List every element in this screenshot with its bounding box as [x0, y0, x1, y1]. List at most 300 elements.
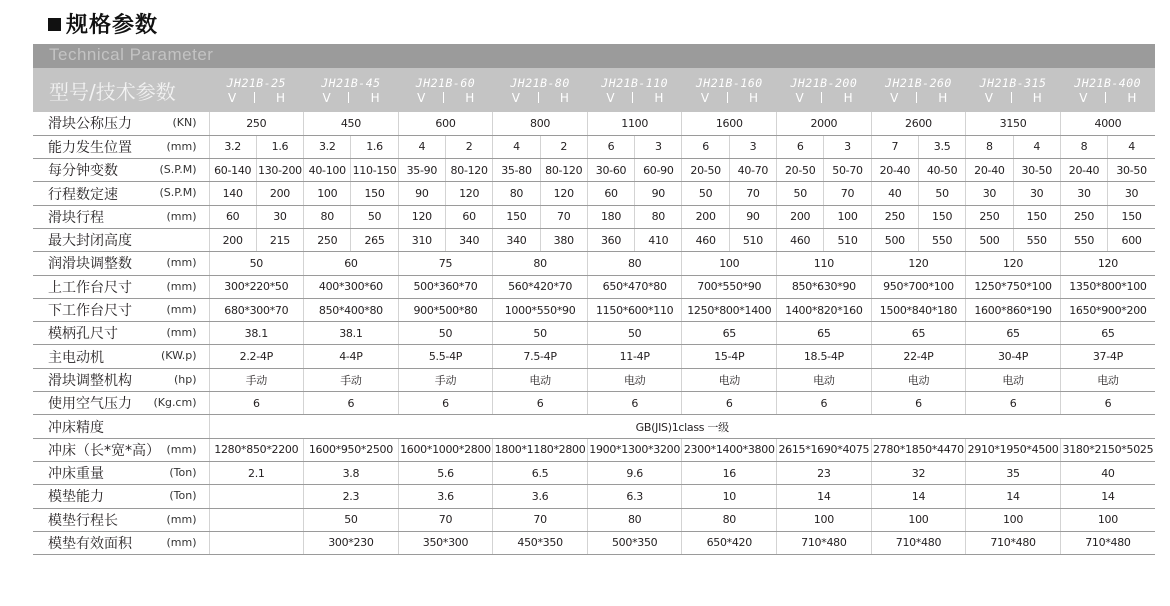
table-cell: 1250*800*1400: [682, 298, 777, 321]
model-header: [587, 68, 682, 112]
table-cell: 电动: [682, 368, 777, 391]
table-cell: 150: [351, 182, 398, 205]
h-label: H: [843, 90, 853, 105]
table-row: [33, 345, 1155, 368]
table-cell: 30-50: [1108, 159, 1155, 182]
table-cell: 20-40: [1060, 159, 1107, 182]
table-cell: [209, 508, 304, 531]
table-cell: 900*500*80: [398, 298, 493, 321]
table-cell: 35-90: [398, 159, 445, 182]
vh-subheader: [966, 91, 1061, 105]
table-cell: 510: [729, 228, 776, 251]
table-cell: 300*220*50: [209, 275, 304, 298]
table-cell: GB(JIS)1class 一级: [209, 415, 1155, 438]
table-cell: 100: [824, 205, 871, 228]
table-cell: 30-60: [587, 159, 634, 182]
table-cell: 80: [635, 205, 682, 228]
table-cell: 70: [824, 182, 871, 205]
table-cell: 40-70: [729, 159, 776, 182]
table-cell: 460: [777, 228, 824, 251]
table-cell: 30-50: [1013, 159, 1060, 182]
table-cell: 65: [777, 322, 872, 345]
table-cell: 3.2: [209, 135, 256, 158]
table-cell: 200: [682, 205, 729, 228]
table-cell: 6: [398, 392, 493, 415]
table-cell: 6: [682, 392, 777, 415]
table-cell: 410: [635, 228, 682, 251]
model-header: [398, 68, 493, 112]
v-label: V: [606, 90, 615, 105]
row-label-text: 使用空气压力: [48, 396, 132, 413]
table-cell: 3: [824, 135, 871, 158]
v-label: V: [322, 90, 331, 105]
table-cell: 6: [587, 135, 634, 158]
v-label: V: [417, 90, 426, 105]
table-row: [33, 438, 1155, 461]
table-cell: 450: [304, 112, 399, 135]
model-name: JH21B-25: [226, 75, 286, 90]
table-cell: 1400*820*160: [777, 298, 872, 321]
table-row: [33, 135, 1155, 158]
table-cell: 2.1: [209, 461, 304, 484]
table-cell: 电动: [871, 368, 966, 391]
banner-text: Technical Parameter: [49, 45, 214, 64]
table-cell: 1150*600*110: [587, 298, 682, 321]
table-cell: 35: [966, 461, 1061, 484]
h-label: H: [654, 90, 664, 105]
table-cell: 2300*1400*3800: [682, 438, 777, 461]
vh-subheader: [304, 91, 399, 105]
table-cell: 80-120: [445, 159, 492, 182]
square-bullet-icon: [48, 18, 61, 31]
row-unit: (S.P.M): [159, 163, 197, 177]
table-cell: 650*420: [682, 531, 777, 554]
table-cell: 70: [493, 508, 588, 531]
h-label: H: [749, 90, 759, 105]
table-cell: 22-4P: [871, 345, 966, 368]
table-cell: 37-4P: [1060, 345, 1155, 368]
table-cell: 460: [682, 228, 729, 251]
table-row: [33, 461, 1155, 484]
table-cell: 10: [682, 485, 777, 508]
table-cell: 80: [587, 252, 682, 275]
row-label-text: 冲床重量: [48, 466, 104, 483]
table-row: [33, 298, 1155, 321]
table-cell: 150: [1013, 205, 1060, 228]
table-cell: 15-4P: [682, 345, 777, 368]
technical-parameter-banner: [33, 44, 1155, 68]
table-cell: 1600*1000*2800: [398, 438, 493, 461]
row-label-text: 滑块公称压力: [48, 116, 132, 133]
vh-subheader: [1060, 91, 1155, 105]
table-cell: 20-40: [966, 159, 1013, 182]
table-cell: 6.5: [493, 461, 588, 484]
table-cell: 14: [871, 485, 966, 508]
table-cell: 65: [966, 322, 1061, 345]
table-cell: 50: [304, 508, 399, 531]
section-title-text: 规格参数: [66, 13, 159, 38]
table-cell: 6: [777, 135, 824, 158]
table-cell: 35-80: [493, 159, 540, 182]
table-cell: 850*630*90: [777, 275, 872, 298]
table-cell: 100: [682, 252, 777, 275]
table-cell: 38.1: [304, 322, 399, 345]
table-cell: 120: [1060, 252, 1155, 275]
table-cell: 550: [1013, 228, 1060, 251]
v-label: V: [700, 90, 710, 105]
table-cell: 2.2-4P: [209, 345, 304, 368]
row-label-text: 滑块调整机构: [48, 372, 132, 389]
table-cell: 4: [493, 135, 540, 158]
section-title: [48, 8, 158, 39]
table-row: [33, 275, 1155, 298]
table-cell: 6: [777, 392, 872, 415]
table-cell: 6.3: [587, 485, 682, 508]
table-cell: 80: [587, 508, 682, 531]
table-cell: 7: [871, 135, 918, 158]
table-cell: 360: [587, 228, 634, 251]
table-cell: 50: [351, 205, 398, 228]
table-cell: 6: [587, 392, 682, 415]
table-cell: 20-50: [777, 159, 824, 182]
model-header: [1060, 68, 1155, 112]
row-unit: (KN): [172, 116, 197, 129]
row-label-text: 模垫行程长: [48, 512, 118, 529]
table-cell: 80: [682, 508, 777, 531]
table-cell: 950*700*100: [871, 275, 966, 298]
table-cell: 30: [966, 182, 1013, 205]
table-cell: 150: [1108, 205, 1155, 228]
table-cell: 40: [871, 182, 918, 205]
row-label: [33, 368, 209, 391]
table-cell: 3.6: [493, 485, 588, 508]
table-cell: 1.6: [256, 135, 303, 158]
table-cell: 6: [966, 392, 1061, 415]
table-cell: 3180*2150*5025: [1060, 438, 1155, 461]
table-cell: 100: [304, 182, 351, 205]
table-cell: 50: [209, 252, 304, 275]
model-header: [777, 68, 872, 112]
v-label: V: [511, 90, 520, 105]
table-row: [33, 182, 1155, 205]
model-header: [304, 68, 399, 112]
vh-subheader: [209, 91, 304, 105]
table-cell: 60: [445, 205, 492, 228]
table-cell: 65: [1060, 322, 1155, 345]
row-label-text: 冲床（长*宽*高）: [48, 442, 160, 459]
table-cell: 110-150: [351, 159, 398, 182]
table-cell: 20-50: [682, 159, 729, 182]
table-cell: 6: [871, 392, 966, 415]
table-cell: 500*360*70: [398, 275, 493, 298]
row-unit: (mm): [166, 209, 197, 223]
table-cell: 8: [1060, 135, 1107, 158]
row-unit: (Ton): [169, 489, 197, 503]
v-label: V: [227, 90, 237, 105]
table-cell: 6: [1060, 392, 1155, 415]
table-cell: 5.5-4P: [398, 345, 493, 368]
row-label: [33, 182, 209, 205]
table-cell: 6: [304, 392, 399, 415]
table-cell: 60: [587, 182, 634, 205]
table-cell: 60-90: [635, 159, 682, 182]
table-cell: 1000*550*90: [493, 298, 588, 321]
table-cell: 80-120: [540, 159, 587, 182]
table-cell: 2615*1690*4075: [777, 438, 872, 461]
row-label: [33, 275, 209, 298]
table-cell: 560*420*70: [493, 275, 588, 298]
table-cell: 600: [398, 112, 493, 135]
table-row: [33, 322, 1155, 345]
table-cell: 2000: [777, 112, 872, 135]
table-row: [33, 159, 1155, 182]
row-unit: (KW.p): [161, 349, 197, 363]
table-cell: 18.5-4P: [777, 345, 872, 368]
row-label: [33, 508, 209, 531]
table-cell: 1.6: [351, 135, 398, 158]
row-label: [33, 252, 209, 275]
table-cell: 60: [209, 205, 256, 228]
table-cell: 30: [256, 205, 303, 228]
table-cell: 60: [304, 252, 399, 275]
table-cell: 1900*1300*3200: [587, 438, 682, 461]
table-row: [33, 228, 1155, 251]
table-cell: 130-200: [256, 159, 303, 182]
vh-subheader: [871, 91, 966, 105]
table-cell: 710*480: [871, 531, 966, 554]
table-cell: 5.6: [398, 461, 493, 484]
table-cell: 70: [729, 182, 776, 205]
table-cell: 50: [493, 322, 588, 345]
table-cell: 30: [1060, 182, 1107, 205]
table-cell: 250: [871, 205, 918, 228]
table-cell: 4: [1108, 135, 1155, 158]
table-cell: 50: [918, 182, 965, 205]
row-label-text: 模柄孔尺寸: [48, 326, 118, 343]
table-cell: 40: [1060, 461, 1155, 484]
v-label: V: [1079, 90, 1088, 105]
table-row: [33, 415, 1155, 438]
table-cell: 1800*1180*2800: [493, 438, 588, 461]
table-cell: 300*230: [304, 531, 399, 554]
row-label: [33, 438, 209, 461]
model-name: JH21B-400: [1074, 75, 1142, 90]
row-label: [33, 228, 209, 251]
v-label: V: [890, 90, 899, 105]
table-cell: 32: [871, 461, 966, 484]
table-cell: 80: [493, 182, 540, 205]
table-cell: 手动: [398, 368, 493, 391]
model-name: JH21B-45: [321, 75, 381, 90]
row-unit: (mm): [166, 279, 197, 293]
row-unit: (mm): [166, 535, 197, 549]
table-cell: 2.3: [304, 485, 399, 508]
table-cell: 120: [445, 182, 492, 205]
table-cell: 3: [635, 135, 682, 158]
table-cell: 150: [918, 205, 965, 228]
row-label-text: 能力发生位置: [48, 139, 132, 156]
row-label: [33, 322, 209, 345]
h-label: H: [465, 90, 475, 105]
model-name: JH21B-60: [415, 75, 476, 90]
table-cell: 180: [587, 205, 634, 228]
table-cell: 80: [304, 205, 351, 228]
table-cell: 310: [398, 228, 445, 251]
model-header: [871, 68, 966, 112]
row-label: [33, 135, 209, 158]
row-unit: (mm): [166, 512, 197, 526]
table-cell: 7.5-4P: [493, 345, 588, 368]
table-cell: 50: [777, 182, 824, 205]
table-cell: 1280*850*2200: [209, 438, 304, 461]
table-cell: 1600*950*2500: [304, 438, 399, 461]
table-cell: 4: [398, 135, 445, 158]
model-header: [209, 68, 304, 112]
table-cell: 70: [398, 508, 493, 531]
table-row: [33, 485, 1155, 508]
table-cell: 6: [682, 135, 729, 158]
table-cell: 90: [635, 182, 682, 205]
v-label: V: [795, 90, 804, 105]
table-cell: 1650*900*200: [1060, 298, 1155, 321]
table-cell: 350*300: [398, 531, 493, 554]
row-unit: (S.P.M): [159, 186, 197, 200]
row-label: [33, 112, 209, 135]
table-row: [33, 392, 1155, 415]
row-label-text: 下工作台尺寸: [48, 303, 132, 320]
model-name: JH21B-200: [790, 75, 858, 90]
table-cell: 2: [445, 135, 492, 158]
row-unit: (Ton): [169, 465, 197, 479]
table-cell: 680*300*70: [209, 298, 304, 321]
h-label: H: [276, 90, 286, 105]
table-cell: 265: [351, 228, 398, 251]
table-cell: 16: [682, 461, 777, 484]
model-header: [493, 68, 588, 112]
table-cell: 120: [871, 252, 966, 275]
table-cell: 90: [729, 205, 776, 228]
table-row: [33, 508, 1155, 531]
row-label-text: 主电动机: [48, 349, 104, 366]
row-label-text: 模垫能力: [48, 489, 104, 506]
table-cell: 30: [1108, 182, 1155, 205]
spec-table-body: [33, 112, 1155, 555]
table-cell: 9.6: [587, 461, 682, 484]
table-cell: 40-100: [304, 159, 351, 182]
table-cell: 3150: [966, 112, 1061, 135]
table-cell: 38.1: [209, 322, 304, 345]
h-label: H: [370, 90, 380, 105]
table-cell: 4000: [1060, 112, 1155, 135]
table-cell: 800: [493, 112, 588, 135]
row-unit: (mm): [166, 442, 197, 456]
table-cell: 500*350: [587, 531, 682, 554]
row-label: [33, 531, 209, 554]
row-label: [33, 461, 209, 484]
model-name: JH21B-110: [601, 75, 669, 90]
model-name: JH21B-260: [885, 75, 952, 90]
table-cell: 2780*1850*4470: [871, 438, 966, 461]
table-cell: 1500*840*180: [871, 298, 966, 321]
table-cell: 1600: [682, 112, 777, 135]
table-cell: 6: [493, 392, 588, 415]
model-name: JH21B-315: [979, 75, 1047, 90]
table-row: [33, 205, 1155, 228]
row-label-text: 上工作台尺寸: [48, 279, 132, 296]
table-cell: 710*480: [1060, 531, 1155, 554]
header-label: 型号/技术参数: [49, 79, 176, 104]
row-label: [33, 485, 209, 508]
model-header: [682, 68, 777, 112]
table-cell: 65: [871, 322, 966, 345]
table-cell: [209, 485, 304, 508]
table-row: [33, 531, 1155, 554]
table-cell: 250: [304, 228, 351, 251]
table-cell: 600: [1108, 228, 1155, 251]
table-cell: 250: [1060, 205, 1107, 228]
h-label: H: [1127, 90, 1137, 105]
table-cell: 250: [966, 205, 1013, 228]
model-name: JH21B-160: [695, 75, 763, 90]
row-label: [33, 345, 209, 368]
table-cell: 120: [966, 252, 1061, 275]
row-label-text: 每分钟变数: [48, 163, 118, 180]
table-cell: 3.6: [398, 485, 493, 508]
table-cell: 23: [777, 461, 872, 484]
table-cell: 90: [398, 182, 445, 205]
table-cell: 20-40: [871, 159, 918, 182]
table-cell: 14: [966, 485, 1061, 508]
table-cell: 50: [682, 182, 729, 205]
row-label-text: 最大封闭高度: [48, 233, 132, 250]
table-row: [33, 368, 1155, 391]
table-cell: 75: [398, 252, 493, 275]
table-cell: 1100: [587, 112, 682, 135]
row-unit: (mm): [166, 302, 197, 316]
table-cell: 650*470*80: [587, 275, 682, 298]
vh-subheader: [587, 91, 682, 105]
row-label-text: 滑块行程: [48, 209, 104, 226]
vh-subheader: [777, 91, 872, 105]
table-cell: 3.2: [304, 135, 351, 158]
v-label: V: [984, 90, 993, 105]
table-cell: 30: [1013, 182, 1060, 205]
table-cell: 3.8: [304, 461, 399, 484]
table-cell: 2910*1950*4500: [966, 438, 1061, 461]
row-label: [33, 205, 209, 228]
table-cell: 1600*860*190: [966, 298, 1061, 321]
row-unit: (mm): [166, 256, 197, 270]
h-label: H: [938, 90, 948, 105]
table-cell: 100: [777, 508, 872, 531]
table-cell: 6: [209, 392, 304, 415]
table-cell: 60-140: [209, 159, 256, 182]
table-cell: 4-4P: [304, 345, 399, 368]
row-label-text: 润滑块调整数: [48, 256, 132, 273]
table-cell: 2600: [871, 112, 966, 135]
table-cell: 200: [256, 182, 303, 205]
table-cell: 120: [398, 205, 445, 228]
header-row: [33, 68, 1155, 112]
h-label: H: [1032, 90, 1042, 105]
model-name: JH21B-80: [510, 75, 570, 90]
table-cell: 710*480: [966, 531, 1061, 554]
table-cell: 550: [1060, 228, 1107, 251]
vh-subheader: [493, 91, 588, 105]
table-cell: 70: [540, 205, 587, 228]
table-cell: 电动: [1060, 368, 1155, 391]
row-unit: (Kg.cm): [153, 396, 197, 410]
